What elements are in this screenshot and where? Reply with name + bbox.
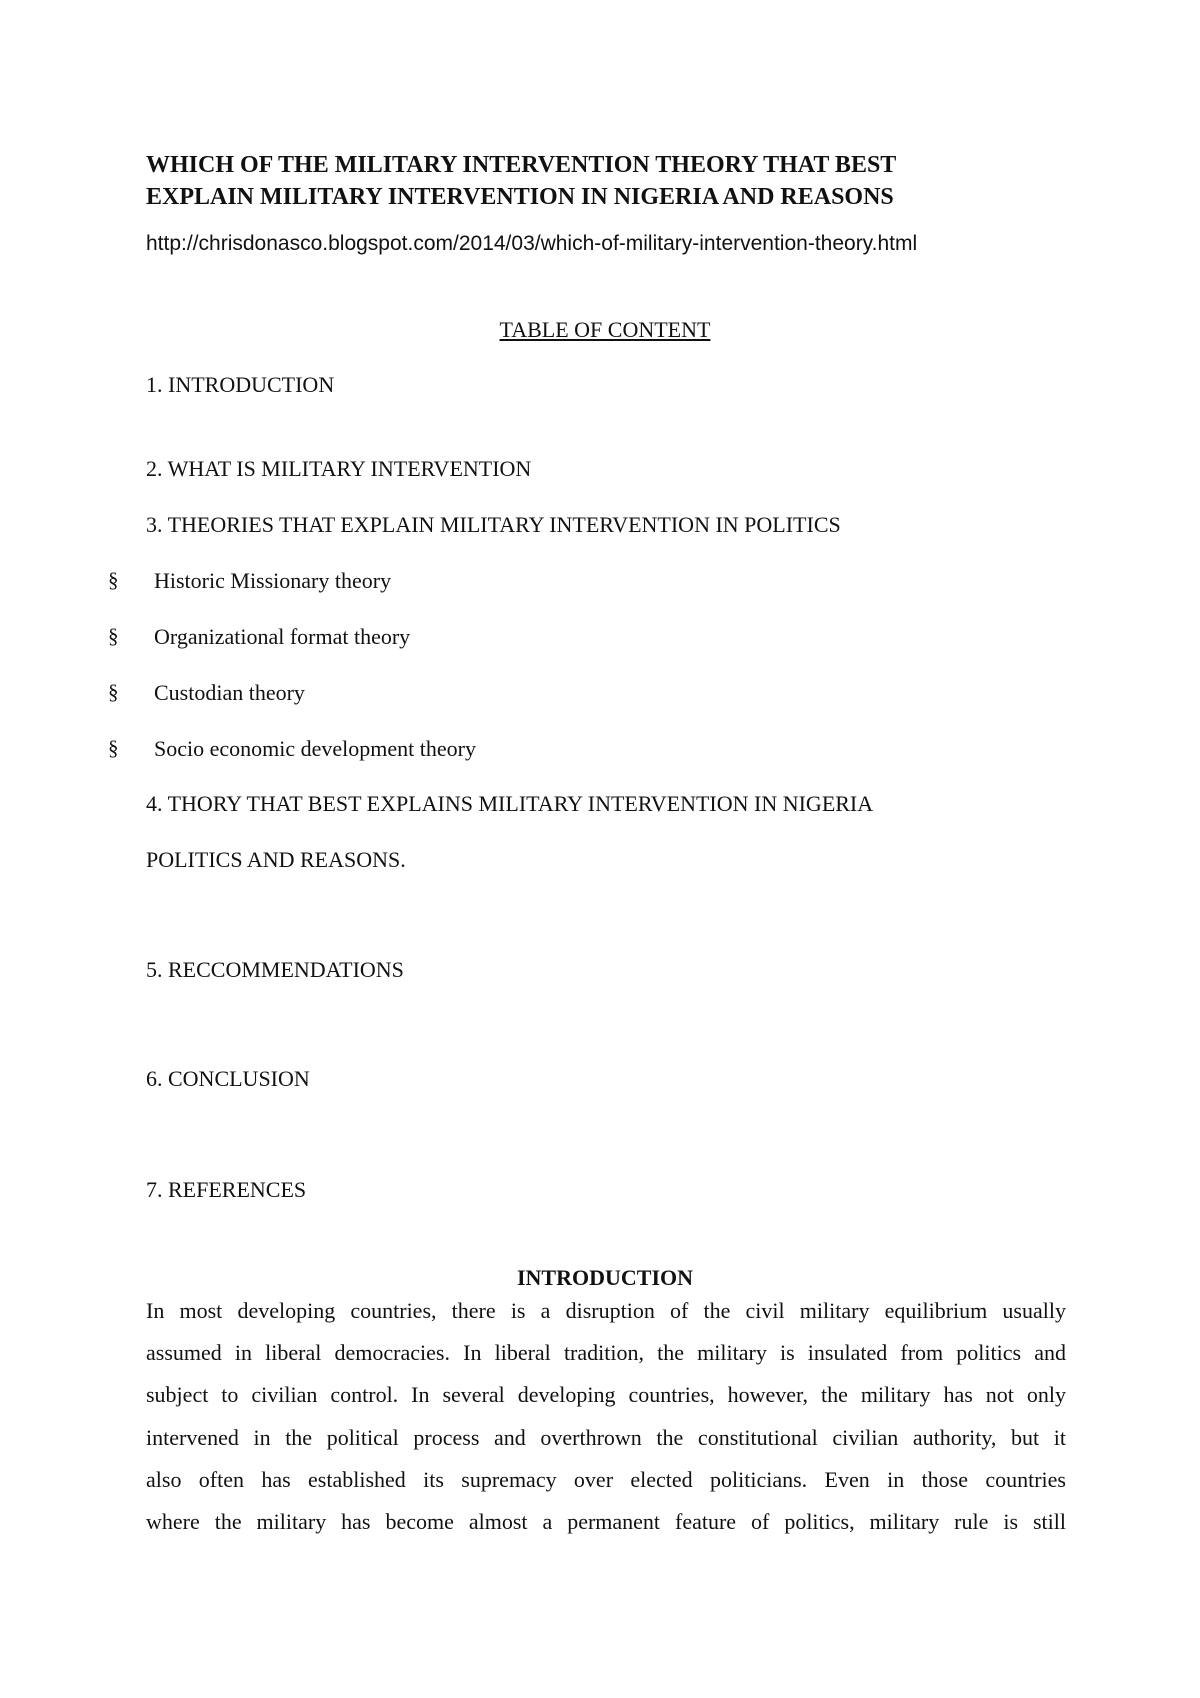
- introduction-paragraph: [146, 1290, 1066, 1543]
- bullet-symbol: §: [108, 624, 119, 648]
- source-url[interactable]: http://chrisdonasco.blogspot.com/2014/03/which-of-military-intervention-theory.html: [146, 232, 918, 255]
- toc-item-conclusion: 6. CONCLUSION: [146, 1066, 310, 1091]
- toc-item-best-theory-continued: POLITICS AND REASONS.: [146, 847, 406, 872]
- toc-heading: TABLE OF CONTENT: [499, 317, 711, 342]
- paragraph-line: subject to civilian control. In several developing countries, however, the military has not only: [146, 1382, 1066, 1408]
- paragraph-line: where the military has become almost a permanent feature of politics, military rule is still: [146, 1508, 1066, 1534]
- paragraph-line: In most developing countries, there is a disruption of the civil military equilibrium usually: [146, 1298, 1066, 1323]
- document-title-line-2: EXPLAIN MILITARY INTERVENTION IN NIGERIA AND REASONS: [146, 184, 894, 210]
- toc-bullet-socio-economic: Socio economic development theory: [154, 736, 476, 761]
- document-title-line-1: WHICH OF THE MILITARY INTERVENTION THEORY THAT BEST: [146, 152, 897, 178]
- toc-item-introduction: 1. INTRODUCTION: [146, 372, 335, 397]
- toc-bullet-historic-missionary: Historic Missionary theory: [154, 568, 392, 593]
- toc-item-theories: 3. THEORIES THAT EXPLAIN MILITARY INTERVENTION IN POLITICS: [146, 512, 841, 537]
- bullet-symbol: §: [108, 568, 119, 592]
- paragraph-line: assumed in liberal democracies. In liberal tradition, the military is insulated from politics and: [146, 1340, 1066, 1366]
- toc-bullet-custodian: Custodian theory: [154, 680, 305, 705]
- toc-item-what-is-military-intervention: 2. WHAT IS MILITARY INTERVENTION: [146, 456, 532, 481]
- bullet-symbol: §: [108, 680, 119, 704]
- toc-item-references: 7. REFERENCES: [146, 1177, 307, 1202]
- toc-bullet-organizational-format: Organizational format theory: [154, 624, 411, 649]
- bullet-symbol: §: [108, 736, 119, 760]
- toc-item-best-theory: 4. THORY THAT BEST EXPLAINS MILITARY INTERVENTION IN NIGERIA: [146, 791, 874, 816]
- paragraph-line: intervened in the political process and overthrown the constitutional civilian authority, but it: [146, 1424, 1066, 1450]
- toc-item-recommendations: 5. RECCOMMENDATIONS: [146, 957, 404, 982]
- paragraph-line: also often has established its supremacy over elected politicians. Even in those countries: [146, 1466, 1066, 1492]
- introduction-heading: INTRODUCTION: [516, 1265, 694, 1290]
